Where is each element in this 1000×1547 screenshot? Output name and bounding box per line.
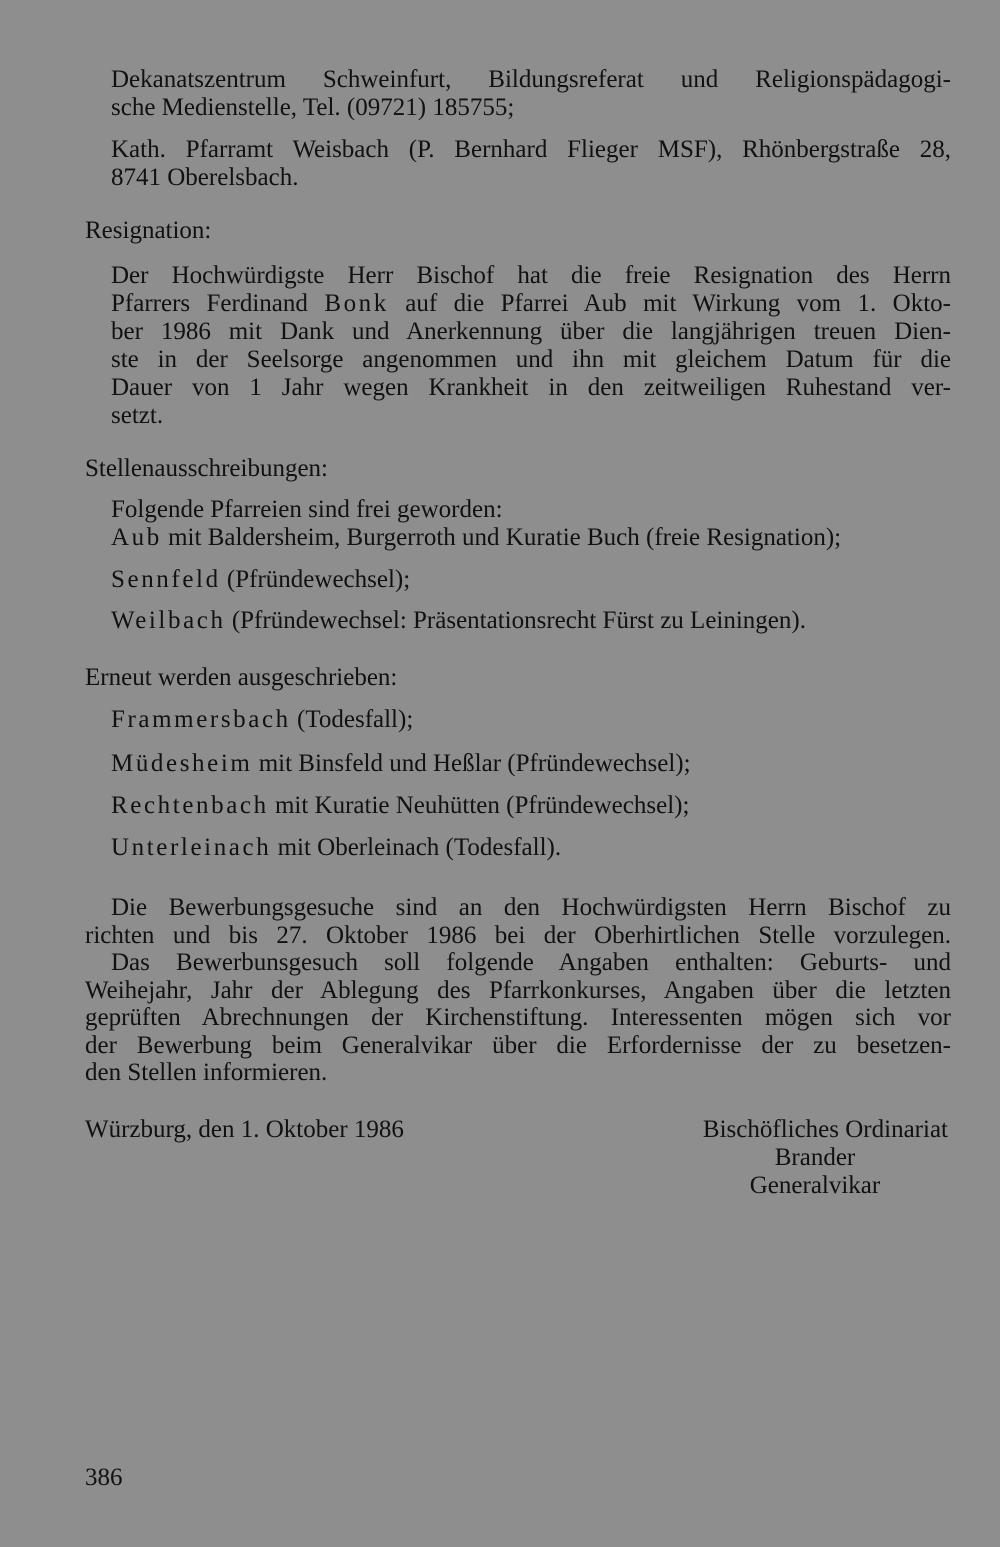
signature-org: Bischöfliches Ordinariat [702, 1116, 948, 1143]
text-line: richten und bis 27. Oktober 1986 bei der Oberhirtlichen Stelle vorzulegen. [85, 921, 951, 949]
text-line: Das Bewerbunsgesuch soll folgende Angaben enthalten: Geburts- und [111, 949, 951, 976]
text-line: den Stellen informieren. [85, 1059, 328, 1086]
resignation-heading: Resignation: [85, 217, 212, 244]
signature-block [640, 1116, 980, 1200]
text-line: Kath. Pfarramt Weisbach (P. Bernhard Flieger MSF), Rhönbergstraße 28, [111, 136, 951, 163]
text-line: ste in der Seelsorge angenommen und ihn mit gleichem Datum für die [111, 346, 951, 373]
place-date: Würzburg, den 1. Oktober 1986 [85, 1116, 404, 1143]
text-line: Weihejahr, Jahr der Ablegung des Pfarrkonkurses, Angaben über die letzten [85, 976, 951, 1004]
erneut-item: Frammersbach (Todesfall); [111, 706, 414, 733]
bewerbung-text [85, 894, 951, 1087]
stellen-item: Sennfeld (Pfründewechsel); [111, 566, 411, 593]
erneut-item: Unterleinach mit Oberleinach (Todesfall). [111, 834, 562, 861]
person-name: Bonk [324, 290, 389, 317]
text-line: 8741 Oberelsbach. [111, 164, 299, 191]
text-line: ber 1986 mit Dank und Anerkennung über die langjährigen treuen Dien- [111, 318, 951, 345]
parish-name: Rechtenbach [111, 792, 269, 819]
parish-name: Weilbach [111, 607, 226, 634]
text-line: der Bewerbung beim Generalvikar über die Erfordernisse der zu besetzen- [85, 1031, 951, 1059]
text-line: Der Hochwürdigste Herr Bischof hat die freie Resignation des Herrn [111, 262, 951, 289]
text-line: Die Bewerbungsgesuche sind an den Hochwürdigsten Herrn Bischof zu [111, 894, 951, 921]
text-line: sche Medienstelle, Tel. (09721) 185755; [111, 94, 515, 121]
parish-name: Unterleinach [111, 834, 272, 861]
stellen-item: Aub mit Baldersheim, Burgerroth und Kuratie Buch (freie Resignation); [111, 524, 842, 551]
text-line: setzt. [111, 402, 164, 429]
signature-name: Brander [774, 1144, 856, 1171]
erneut-heading: Erneut werden ausgeschrieben: [85, 664, 398, 691]
contact-pfarramt-weisbach [111, 136, 951, 192]
parish-name: Müdesheim [111, 750, 253, 777]
stellen-heading: Stellenausschreibungen: [85, 455, 328, 482]
resignation-text [111, 262, 951, 430]
text-line: geprüften Abrechnungen der Kirchenstiftung. Interessenten mögen sich vor [85, 1004, 951, 1031]
text-line: Dekanatszentrum Schweinfurt, Bildungsreferat und Religionspädagogi- [111, 66, 951, 93]
signature-title: Generalvikar [749, 1172, 881, 1199]
parish-name: Frammersbach [111, 706, 291, 733]
parish-name: Aub [111, 524, 162, 551]
text-line: Dauer von 1 Jahr wegen Krankheit in den zeitweiligen Ruhestand ver- [111, 374, 951, 401]
stellen-intro: Folgende Pfarreien sind frei geworden: [111, 496, 503, 523]
contact-dekanatszentrum [111, 66, 951, 122]
erneut-item: Müdesheim mit Binsfeld und Heßlar (Pfründewechsel); [111, 750, 691, 777]
page-number: 386 [85, 1464, 123, 1491]
parish-name: Sennfeld [111, 566, 221, 593]
stellen-item: Weilbach (Pfründewechsel: Präsentationsrecht Fürst zu Leiningen). [111, 607, 806, 634]
text-line: Pfarrers Ferdinand Bonk auf die Pfarrei Aub mit Wirkung vom 1. Okto- [111, 290, 951, 317]
erneut-item: Rechtenbach mit Kuratie Neuhütten (Pfründewechsel); [111, 792, 690, 819]
